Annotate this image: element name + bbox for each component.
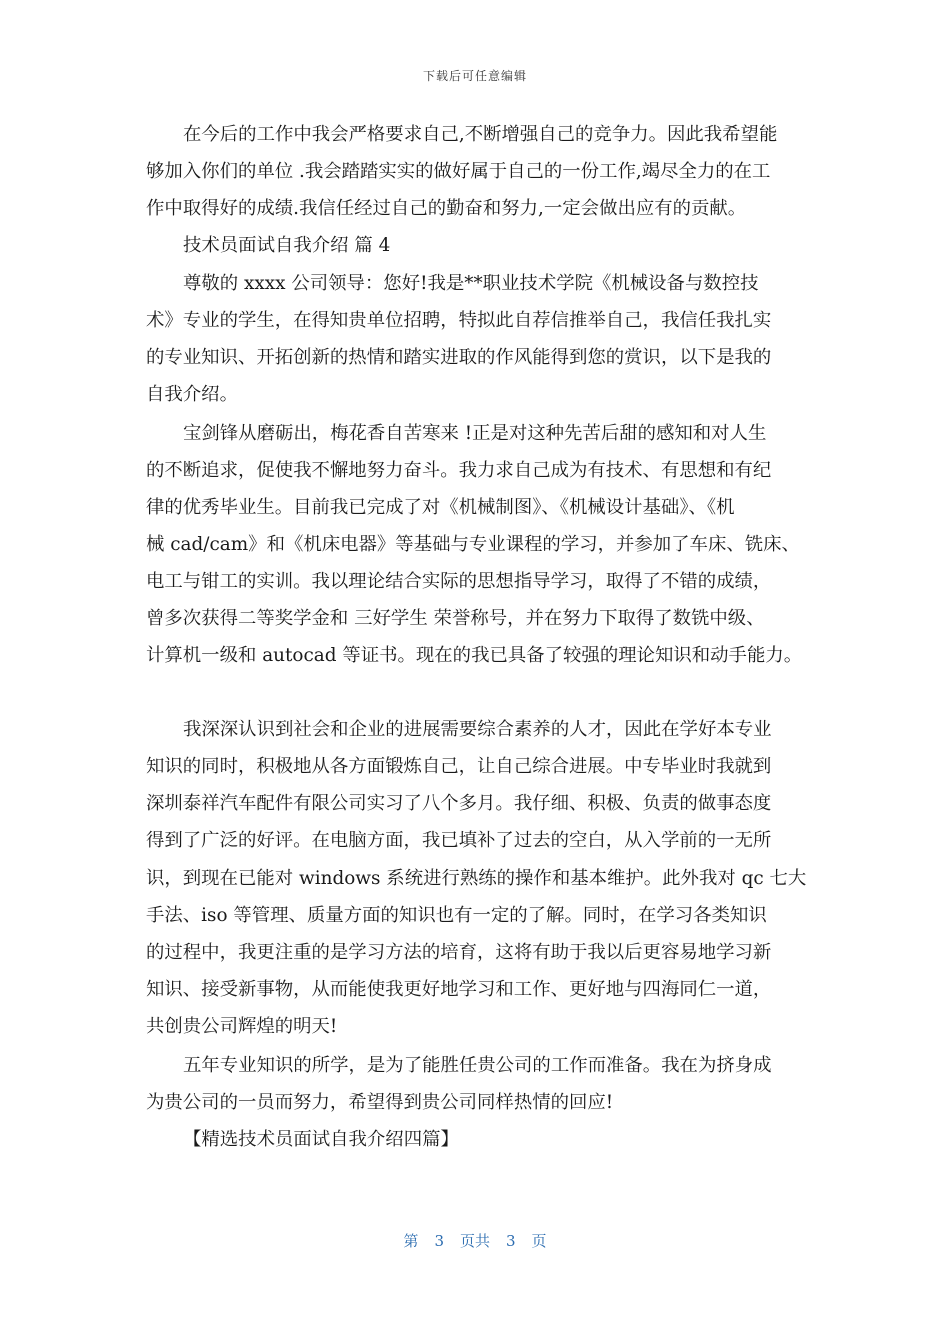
section-heading: 技术员面试自我介绍 篇 4: [183, 235, 391, 256]
text-line: 识，到现在已能对 windows 系统进行熟练的操作和基本维护。此外我对 qc 七大: [146, 868, 807, 889]
text-line: 作中取得好的成绩.我信任经过自己的勤奋和努力,一定会做出应有的贡献。: [146, 198, 747, 219]
text-line: 共创贵公司辉煌的明天!: [146, 1016, 338, 1037]
closing-title: 【精选技术员面试自我介绍四篇】: [183, 1129, 459, 1150]
text-line: 的过程中，我更注重的是学习方法的培育，这将有助于我以后更容易地学习新: [146, 942, 772, 963]
text-line: 自我介绍。: [146, 384, 238, 405]
text-line: 的专业知识、开拓创新的热情和踏实进取的作风能得到您的赏识，以下是我的: [146, 347, 772, 368]
page-suffix: 页: [531, 1232, 547, 1250]
page-word: 第: [403, 1232, 419, 1250]
page-of: 页共: [459, 1232, 490, 1250]
text-line: 深圳泰祥汽车配件有限公司实习了八个多月。我仔细、积极、负责的做事态度: [146, 793, 772, 814]
text-line: 尊敬的 xxxx 公司领导：您好!我是**职业技术学院《机械设备与数控技: [183, 273, 759, 294]
text-line: 术》专业的学生，在得知贵单位招聘，特拟此自荐信推举自己，我信任我扎实: [146, 310, 772, 331]
text-line: 手法、iso 等管理、质量方面的知识也有一定的了解。同时，在学习各类知识: [146, 905, 767, 926]
text-line: 为贵公司的一员而努力，希望得到贵公司同样热情的回应!: [146, 1092, 614, 1113]
text-line: 知识、接受新事物，从而能使我更好地学习和工作、更好地与四海同仁一道，: [146, 979, 772, 1000]
page-footer: [0, 1230, 950, 1251]
text-line: 电工与钳工的实训。我以理论结合实际的思想指导学习，取得了不错的成绩，: [146, 571, 772, 592]
text-line: 律的优秀毕业生。目前我已完成了对《机械制图》、《机械设计基础》、《机: [146, 497, 735, 518]
text-line: 宝剑锋从磨砺出，梅花香自苦寒来 !正是对这种先苦后甜的感知和对人生: [183, 423, 767, 444]
text-line: 计算机一级和 autocad 等证书。现在的我已具备了较强的理论知识和动手能力。: [146, 645, 803, 666]
text-line: 得到了广泛的好评。在电脑方面，我已填补了过去的空白，从入学前的一无所: [146, 830, 772, 851]
text-line: 械 cad/cam》和《机床电器》等基础与专业课程的学习，并参加了车床、铣床、: [146, 534, 800, 555]
total-pages: 3: [506, 1232, 516, 1250]
page-header: 下载后可任意编辑: [422, 69, 527, 83]
text-line: 知识的同时，积极地从各方面锻炼自己，让自己综合进展。中专毕业时我就到: [146, 756, 772, 777]
text-line: 在今后的工作中我会严格要求自己,不断增强自己的竞争力。因此我希望能: [183, 124, 778, 145]
text-line: 够加入你们的单位 .我会踏踏实实的做好属于自己的一份工作,竭尽全力的在工: [146, 161, 771, 182]
text-line: 五年专业知识的所学，是为了能胜任贵公司的工作而准备。我在为挤身成: [183, 1055, 772, 1076]
page-number: 3: [434, 1232, 444, 1250]
text-line: 我深深认识到社会和企业的进展需要综合素养的人才，因此在学好本专业: [183, 719, 772, 740]
text-line: 曾多次获得二等奖学金和 三好学生 荣誉称号，并在努力下取得了数铣中级、: [146, 608, 765, 629]
text-line: 的不断追求，促使我不懈地努力奋斗。我力求自己成为有技术、有思想和有纪: [146, 460, 772, 481]
